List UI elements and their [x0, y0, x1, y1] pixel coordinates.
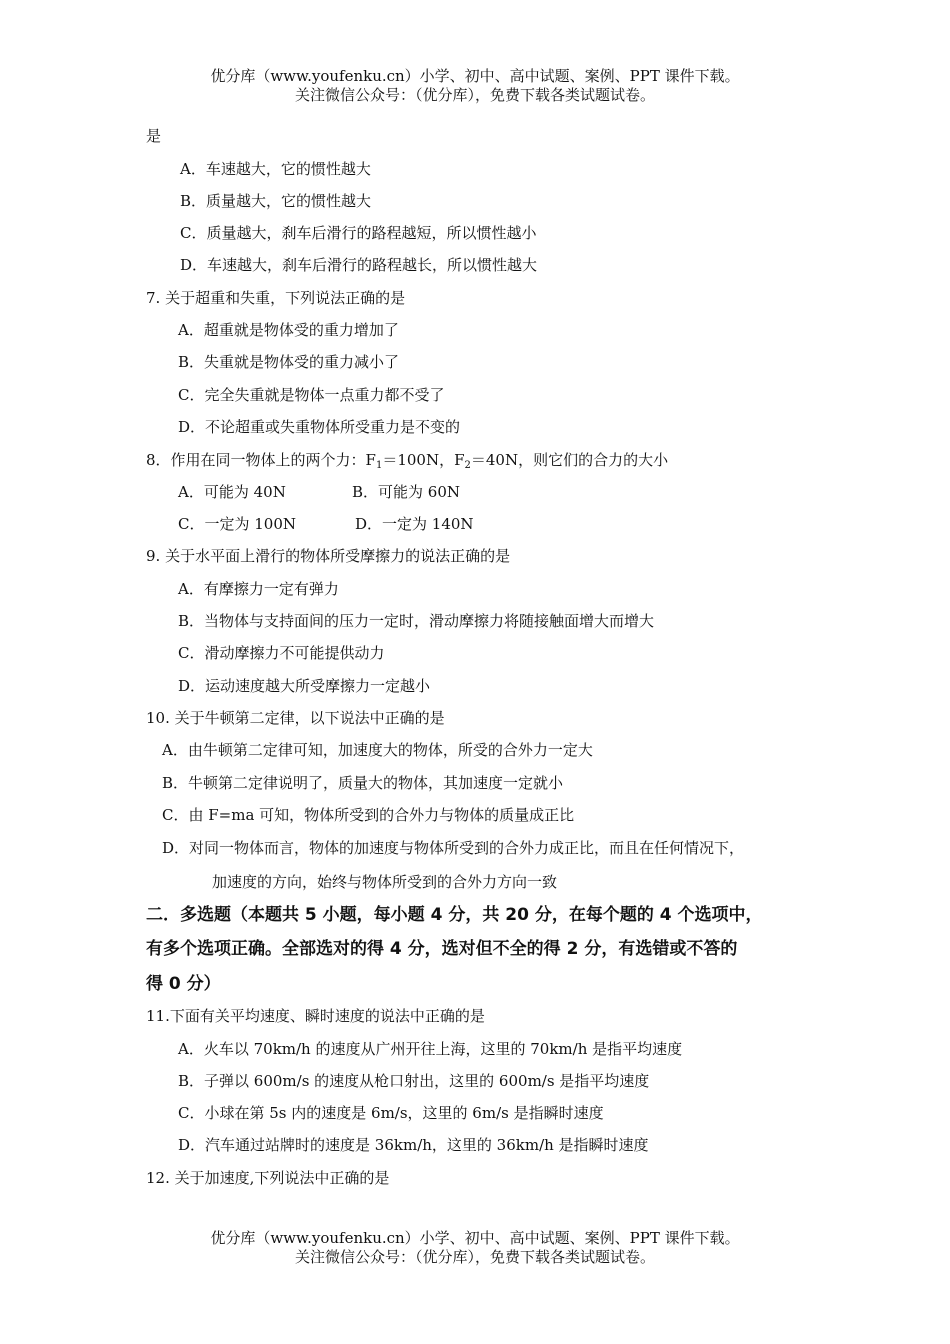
- q9-option-b: B．当物体与支持面间的压力一定时，滑动摩擦力将随接触面增大而增大: [178, 612, 655, 630]
- q11-option-b: B．子弹以 600m/s 的速度从枪口射出，这里的 600m/s 是指平均速度: [178, 1072, 650, 1090]
- section2-heading-line-3: 得 0 分）: [146, 974, 221, 994]
- q10-option-b: B．牛顿第二定律说明了，质量大的物体，其加速度一定就小: [162, 774, 564, 792]
- q8-option-b: B．可能为 60N: [352, 483, 461, 501]
- q8-option-a: A．可能为 40N: [178, 483, 286, 501]
- q10-option-d-continuation: 加速度的方向，始终与物体所受到的合外力方向一致: [212, 873, 558, 891]
- q7-option-a: A．超重就是物体受的重力增加了: [178, 321, 399, 339]
- q9-option-a: A．有摩擦力一定有弹力: [178, 580, 339, 598]
- q8-option-c: C．一定为 100N: [178, 515, 297, 533]
- q7-option-d: D．不论超重或失重物体所受重力是不变的: [178, 418, 461, 436]
- q9-option-d: D．运动速度越大所受摩擦力一定越小: [178, 677, 431, 695]
- q6-option-b: B．质量越大，它的惯性越大: [180, 192, 372, 210]
- q6-option-c: C．质量越大，刹车后滑行的路程越短，所以惯性越小: [180, 224, 537, 242]
- q9-stem: 9. 关于水平面上滑行的物体所受摩擦力的说法正确的是: [146, 547, 511, 565]
- section2-heading-line-2: 有多个选项正确。全部选对的得 4 分，选对但不全的得 2 分，有选错或不答的: [146, 939, 738, 959]
- footer-line-2: 关注微信公众号：（优分库），免费下载各类试题试卷。: [294, 1248, 655, 1266]
- header-line-2: 关注微信公众号：（优分库），免费下载各类试题试卷。: [294, 86, 655, 104]
- q10-option-c: C．由 F=ma 可知，物体所受到的合外力与物体的质量成正比: [162, 806, 575, 824]
- q7-stem: 7. 关于超重和失重，下列说法正确的是: [146, 289, 406, 307]
- section2-heading-line-1: 二．多选题（本题共 5 小题，每小题 4 分，共 20 分，在每个题的 4 个选项中，: [146, 905, 763, 925]
- q10-stem: 10. 关于牛顿第二定律，以下说法中正确的是: [146, 709, 445, 727]
- q12-stem: 12. 关于加速度,下列说法中正确的是: [146, 1169, 390, 1187]
- q11-option-c: C．小球在第 5s 内的速度是 6m/s，这里的 6m/s 是指瞬时速度: [178, 1104, 604, 1122]
- q10-option-d: D．对同一物体而言，物体的加速度与物体所受到的合外力成正比，而且在任何情况下，: [162, 839, 745, 857]
- q8-option-d: D．一定为 140N: [355, 515, 474, 533]
- q7-option-c: C．完全失重就是物体一点重力都不受了: [178, 386, 445, 404]
- q6-option-d: D．车速越大，刹车后滑行的路程越长，所以惯性越大: [180, 256, 538, 274]
- q7-option-b: B．失重就是物体受的重力减小了: [178, 353, 400, 371]
- q11-option-d: D．汽车通过站牌时的速度是 36km/h，这里的 36km/h 是指瞬时速度: [178, 1136, 649, 1154]
- header-line-1: 优分库（www.youfenku.cn）小学、初中、高中试题、案例、PPT 课件下载。: [210, 67, 740, 85]
- q9-option-c: C．滑动摩擦力不可能提供动力: [178, 644, 385, 662]
- page-header: [0, 67, 950, 105]
- q6-stem-tail: 是: [146, 127, 162, 145]
- page-footer: [0, 1229, 950, 1267]
- q10-option-a: A．由牛顿第二定律可知，加速度大的物体，所受的合外力一定大: [162, 741, 593, 759]
- footer-line-1: 优分库（www.youfenku.cn）小学、初中、高中试题、案例、PPT 课件下载。: [210, 1229, 740, 1247]
- q11-stem: 11.下面有关平均速度、瞬时速度的说法中正确的是: [146, 1007, 485, 1025]
- q6-option-a: A．车速越大，它的惯性越大: [180, 160, 371, 178]
- q8-stem: 8．作用在同一物体上的两个力：$F_1=100N$，$F_2=40N$，则它们的合力的大小: [146, 451, 669, 471]
- q11-option-a: A．火车以 70km/h 的速度从广州开往上海，这里的 70km/h 是指平均速度: [178, 1040, 683, 1058]
